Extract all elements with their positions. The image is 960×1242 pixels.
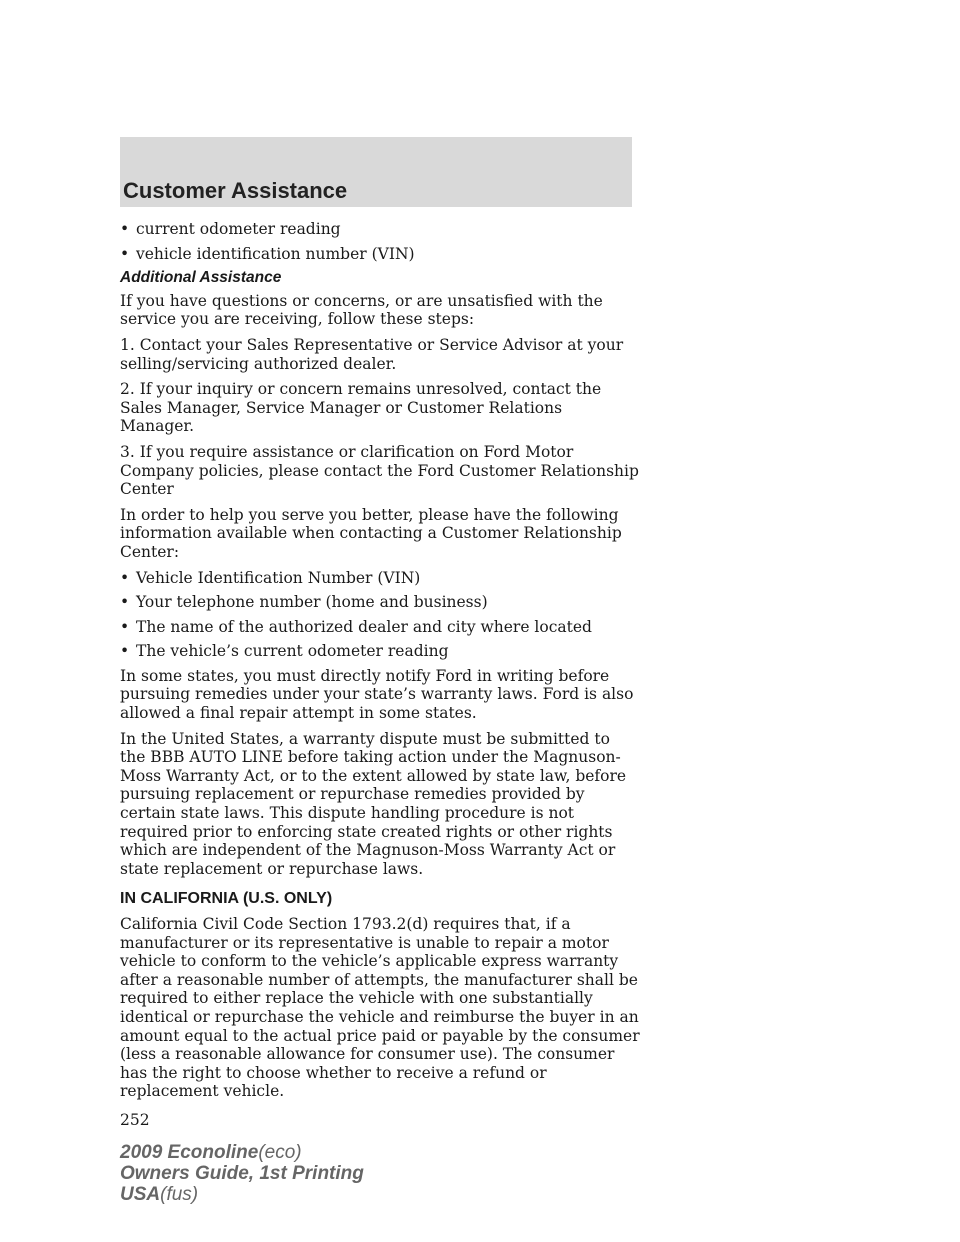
footer-line-1: 2009 Econoline(eco) bbox=[120, 1142, 302, 1163]
page-content bbox=[120, 220, 640, 1130]
list-item: • Your telephone number (home and business) bbox=[120, 593, 488, 612]
list-item: • The vehicle’s current odometer reading bbox=[120, 642, 449, 661]
california-paragraph: California Civil Code Section 1793.2(d) requires that, if a manufacturer or its representative is unable to repair a motor vehicle to conform to the vehicle’s applicable express warranty after a reasonable number of attempts, the manufacturer shall be required to either replace the vehicle with one substantially identical or repurchase the vehicle and reimburse the buyer in an amount equal to the actual price paid or payable by the consumer (less a reasonable allowance for consumer use). The consumer has the right to choose whether to receive a refund or replacement vehicle. bbox=[120, 915, 640, 1101]
subheading: Additional Assistance bbox=[120, 269, 282, 287]
print-footer bbox=[120, 1142, 364, 1205]
page-number: 252 bbox=[120, 1110, 150, 1129]
bullet-icon: • bbox=[120, 593, 130, 612]
info-intro: In order to help you serve you better, please have the following information available when contacting a Customer Relationship Center: bbox=[120, 505, 622, 561]
intro-paragraph: If you have questions or concerns, or are unsatisfied with the service you are receiving, follow these steps: bbox=[120, 291, 603, 329]
bullet-icon: • bbox=[120, 642, 130, 661]
bullet-icon: • bbox=[120, 617, 130, 636]
list-item: • Vehicle Identification Number (VIN) bbox=[120, 568, 421, 587]
footer-line-2: Owners Guide, 1st Printing bbox=[120, 1163, 364, 1184]
bullet-icon: • bbox=[120, 244, 130, 263]
list-item: • current odometer reading bbox=[120, 220, 341, 238]
step-1: 1. Contact your Sales Representative or Service Advisor at your selling/servicing authorized dealer. bbox=[120, 335, 624, 373]
bullet-icon: • bbox=[120, 220, 130, 238]
list-item: • vehicle identification number (VIN) bbox=[120, 244, 415, 263]
step-2: 2. If your inquiry or concern remains unresolved, contact the Sales Manager, Service Manager or Customer Relations Manager. bbox=[120, 380, 602, 436]
bullet-list-info bbox=[120, 569, 640, 661]
footer-line-3: USA(fus) bbox=[120, 1184, 199, 1205]
step-3: 3. If you require assistance or clarification on Ford Motor Company policies, please contact the Ford Customer Relationship Center bbox=[120, 442, 639, 499]
bullet-list-top bbox=[120, 220, 640, 263]
us-paragraph: In the United States, a warranty dispute must be submitted to the BBB AUTO LINE before taking action under the Magnuson-Moss Warranty Act, or to the extent allowed by state law, before pursuing replacement or repurchase remedies provided by certain state laws. This dispute handling procedure is not required prior to enforcing state created rights or other rights which are independent of the Magnuson-Moss Warranty Act or state replacement or repurchase laws. bbox=[120, 729, 627, 878]
california-heading: IN CALIFORNIA (U.S. ONLY) bbox=[120, 890, 333, 908]
states-paragraph: In some states, you must directly notify Ford in writing before pursuing remedies under your state’s warranty laws. Ford is also allowed a final repair attempt in some states. bbox=[120, 666, 634, 723]
list-item: • The name of the authorized dealer and city where located bbox=[120, 617, 592, 636]
bullet-icon: • bbox=[120, 568, 130, 587]
section-title: Customer Assistance bbox=[123, 178, 348, 203]
